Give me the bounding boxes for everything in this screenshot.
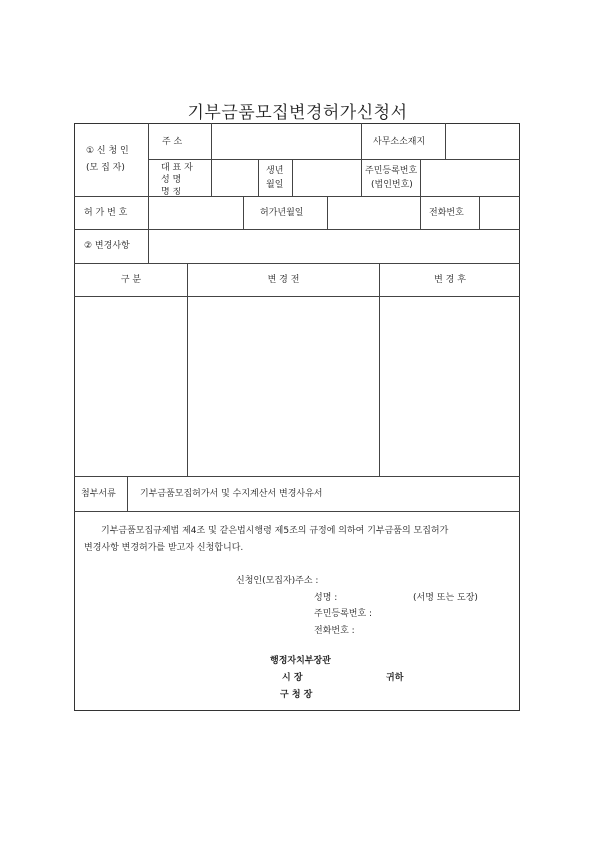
statement-line-2: 변경사항 변경허가를 받고자 신청합니다.: [84, 543, 244, 553]
representative-name-label: 성 명: [161, 175, 182, 185]
permit-date-label: 허가년월일: [260, 208, 304, 218]
row-divider: [74, 263, 520, 264]
applicant-label: ① 신 청 인: [86, 146, 129, 156]
before-change-header: 변 경 전: [267, 275, 300, 285]
category-cell[interactable]: [75, 297, 186, 475]
phone-field[interactable]: [480, 197, 519, 228]
corporate-number-label: (법인번호): [371, 180, 413, 190]
addressee-district-head: 구 청 장: [280, 690, 313, 700]
address-field[interactable]: [212, 124, 360, 158]
row-divider: [74, 476, 520, 477]
addressee-minister: 행정자치부장관: [270, 656, 331, 666]
statement-line-1: 기부금품모집규제법 제4조 및 같은법시행령 제5조의 규정에 의하여 기부금품의 모집허가: [101, 526, 449, 536]
form-title: 기부금품모집변경허가신청서: [187, 103, 408, 123]
col-divider: [243, 196, 244, 229]
col-divider: [258, 159, 259, 196]
representative-name-field[interactable]: [212, 160, 257, 195]
col-divider: [148, 123, 149, 196]
change-items-label: ② 변경사항: [84, 241, 130, 251]
before-change-cell[interactable]: [188, 297, 378, 475]
applicant-address-label: 신청인(모집자)주소 :: [236, 576, 319, 586]
office-location-label: 사무소소재지: [373, 137, 426, 147]
col-divider: [127, 476, 128, 511]
addressee-honorific: 귀하: [386, 673, 404, 683]
resident-number-sign-label: 주민등록번호 :: [314, 609, 373, 619]
applicant-label-sub: (모 집 자): [86, 163, 125, 173]
resident-number-label: 주민등록번호: [365, 166, 418, 176]
birth-date-label: 생년: [266, 166, 284, 176]
after-change-cell[interactable]: [380, 297, 519, 475]
col-divider: [361, 123, 362, 159]
attachments-label: 첨부서류: [81, 489, 116, 499]
col-divider: [361, 159, 362, 196]
address-label: 주 소: [162, 137, 183, 147]
col-divider: [420, 196, 421, 229]
after-change-header: 변 경 후: [434, 275, 466, 285]
row-divider: [74, 196, 520, 197]
representative-title-label: 명 칭: [161, 187, 182, 195]
permit-date-field[interactable]: [328, 197, 419, 228]
row-divider: [74, 511, 520, 512]
phone-label: 전화번호: [429, 208, 464, 218]
phone-sign-label: 전화번호 :: [314, 626, 355, 636]
office-location-field[interactable]: [446, 124, 519, 158]
category-header: 구 분: [120, 275, 142, 285]
birth-date-label-sub: 월일: [266, 180, 284, 190]
name-label: 성명 :: [314, 593, 338, 603]
change-items-field[interactable]: [149, 230, 519, 262]
signature-note: (서명 또는 도장): [413, 593, 478, 603]
birth-date-field[interactable]: [293, 160, 360, 195]
attachments-value: 기부금품모집허가서 및 수지계산서 변경사유서: [140, 489, 323, 499]
resident-number-field[interactable]: [421, 160, 519, 195]
representative-label: 대 표 자: [161, 163, 193, 173]
addressee-mayor: 시 장: [282, 673, 303, 683]
permit-number-field[interactable]: [149, 197, 242, 228]
permit-number-label: 허 가 번 호: [84, 208, 128, 218]
